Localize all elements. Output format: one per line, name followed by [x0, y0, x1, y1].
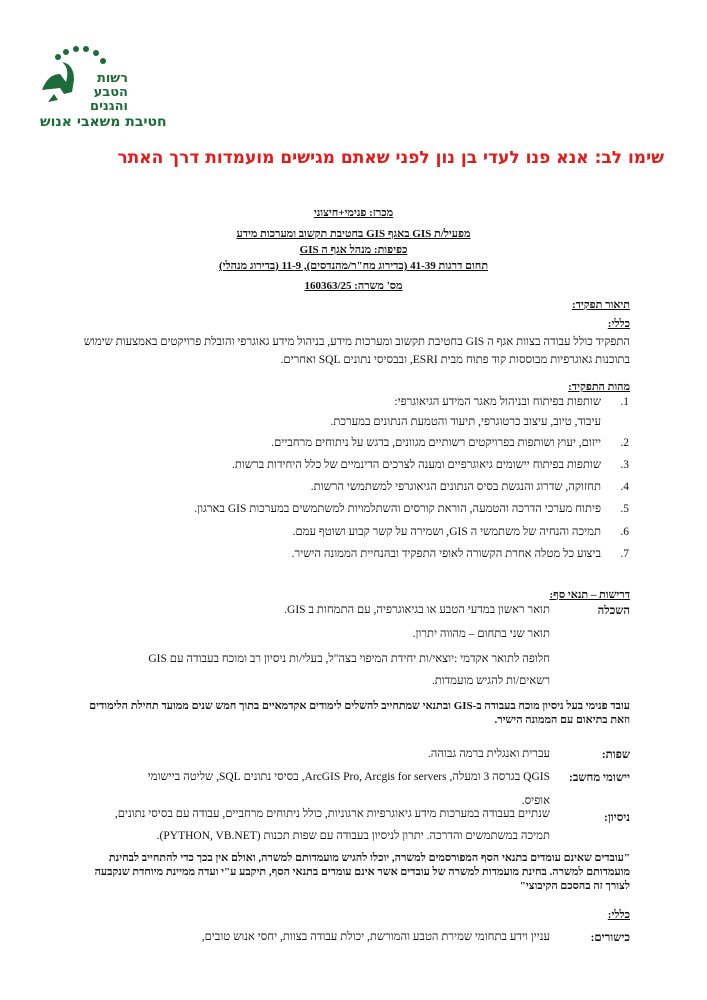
computer-label: יישומי מחשב:	[569, 772, 630, 784]
experience-line: תמיכה במשתמשים והדרכה. יתרון לניסיון בעבודה עם שפות תכנות (PYTHON, VB.NET).	[156, 830, 550, 842]
warning-banner: שימו לב: אנא פנו לעדי בן נון לפני שאתם מגישים מועמדות דרך האתר	[117, 148, 664, 168]
general-text: התפקיד כולל עבודה בצוות אגף ה GIS בחטיבת תקשוב ומערכות מידע, בניהול מידע גאוגרפי והובלת פרויקטים באמצעות שימוש בתוכנות גאוגרפיות מבוססות קוד פתוח מבית ESRI, ובבסיסי נתונים SQL ואחרים.	[83, 336, 630, 366]
item-text: ייזום, יעוץ ושותפות בפרויקטים רשותיים מגוונים, בדגש על ניתוחים מרחביים.	[271, 437, 601, 449]
education-line: תואר שני בתחום – מהווה יתרון.	[412, 628, 550, 640]
skills-value: עניין וידע בתחומי שמירת הטבע והמורשת, יכולת עבודה בצוות, יחסי אנוש טובים,	[201, 931, 550, 943]
item-text: תחזוקה, שדרוג והנגשת בסיס הנתונים הגיאוגרפי למשתמשי הרשות.	[310, 481, 601, 493]
division-name: חטיבת משאבי אנוש	[40, 114, 167, 130]
tender-type: מכרז: פנימי+חיצוני	[313, 207, 394, 219]
education-line: רשאים/ות להגיש מועמדות.	[431, 675, 550, 687]
experience-label: ניסיון:	[603, 812, 630, 824]
item-number: 4.	[620, 481, 629, 493]
education-line: חלופה לתואר אקדמי :יוצאי/ות יחידת המיפוי בצה"ל, בעלי/ות ניסיון רב ומוכח בעבודה עם GIS	[148, 653, 550, 665]
languages-value: עברית ואנגלית ברמה גבוהה.	[427, 748, 550, 760]
computer-line: אופיס.	[521, 795, 550, 807]
languages-label: שפות:	[601, 749, 630, 761]
general-heading: כללי:	[607, 318, 630, 330]
essence-heading: מהות התפקיד:	[568, 381, 630, 393]
computer-line: QGIS בגרסה 3 ומעלה, ArcGIS Pro, Arcgis for servers, בסיסי נתונים SQL, שליטה ביישומי	[147, 771, 550, 783]
reports-to: כפיפות: מנהל אגף ה GIS	[299, 244, 408, 256]
item-text: פיתוח מערכי הדרכה והטמעה, הוראת קורסים והשתלמויות למשתמשים במערכות GIS בארגון.	[194, 503, 601, 515]
position-number: מס' משרה: 160363/25	[304, 280, 403, 292]
item-text: תמיכה והנחיה של משתמשי ה GIS, ושמירה על קשר קבוע ושוטף עמם.	[292, 526, 601, 538]
education-label: השכלה	[597, 605, 630, 617]
item-number: 7.	[620, 548, 629, 560]
item-text: ביצוע כל מטלה אחרת הקשורה לאופי התפקיד ובהנחיית הממונה הישיר.	[291, 548, 601, 560]
logo-line-2: הטבע	[93, 85, 128, 100]
closing-note: "עובדים שאינם עומדים בתנאי הסף המפורסמים למשרה, יוכלו להגיש מועמדותם למשרה, ואולם אין בכך כדי להתחייב לבחינת מועמדותם למשרה. בחינת מועמדות למשרה של עובדים אשר אינם עומדים בתנאי הסף, תיקבע ע"י ועדה ממיינת מיוחדת שנקבעה לצורך זה בהסכם הקיבוצי"	[94, 852, 630, 892]
skills-label: כישורים:	[590, 932, 630, 944]
item-number: 6.	[620, 526, 629, 538]
job-title: מפעיל/ת GIS באגף GIS בחטיבת תקשוב ומערכות מידע	[236, 228, 471, 240]
education-line: תואר ראשון במדעי הטבע או בגיאוגרפיה, עם התמחות ב GIS.	[284, 604, 550, 616]
item-text: שותפות בפיתוח ובניהול מאגר המידע הגיאוגרפי:	[394, 396, 601, 408]
education-note: עובד פנימי בעל ניסיון מוכח בעבודה ב-GIS ובתנאי שמתחייב להשלים לימודים אקדמאיים בתוך חמש שנים ממועד תחילת הלימודים וזאת בתיאום עם הממונה הישיר.	[89, 700, 630, 726]
grade-range: תחום דרגות 41-39 (בדירוג מח"ר/מהנדסים), 11-9 (בדירוג מנהלי)	[218, 260, 489, 272]
item-text: שותפות בפיתוח יישומים גיאוגרפיים ומענה לצרכים הדינמיים של כלל היחידות ברשות.	[231, 459, 601, 471]
logo-line-3: והגנים	[90, 99, 128, 114]
item-number: 5.	[620, 503, 629, 515]
requirements-heading: דרישות – תנאי סף:	[549, 589, 630, 601]
item-number: 2.	[620, 437, 629, 449]
logo-line-1: רשות	[96, 71, 128, 86]
item-text: עיבוד, טיוב, עיצוב כרטוגרפי, תיעוד והטמעת הנתונים במערכת.	[330, 416, 601, 428]
logo-wordmark	[78, 72, 128, 114]
item-number: 1.	[620, 396, 629, 408]
experience-line: שנתיים בעבודה במערכות מידע גיאוגרפיות ארגוניות, כולל ניתוחים מרחביים, עבודה עם בסיסי נתונים,	[114, 808, 550, 820]
description-heading: תיאור תפקיד:	[571, 299, 630, 311]
general2-heading: כללי:	[607, 909, 630, 921]
item-number: 3.	[620, 459, 629, 471]
